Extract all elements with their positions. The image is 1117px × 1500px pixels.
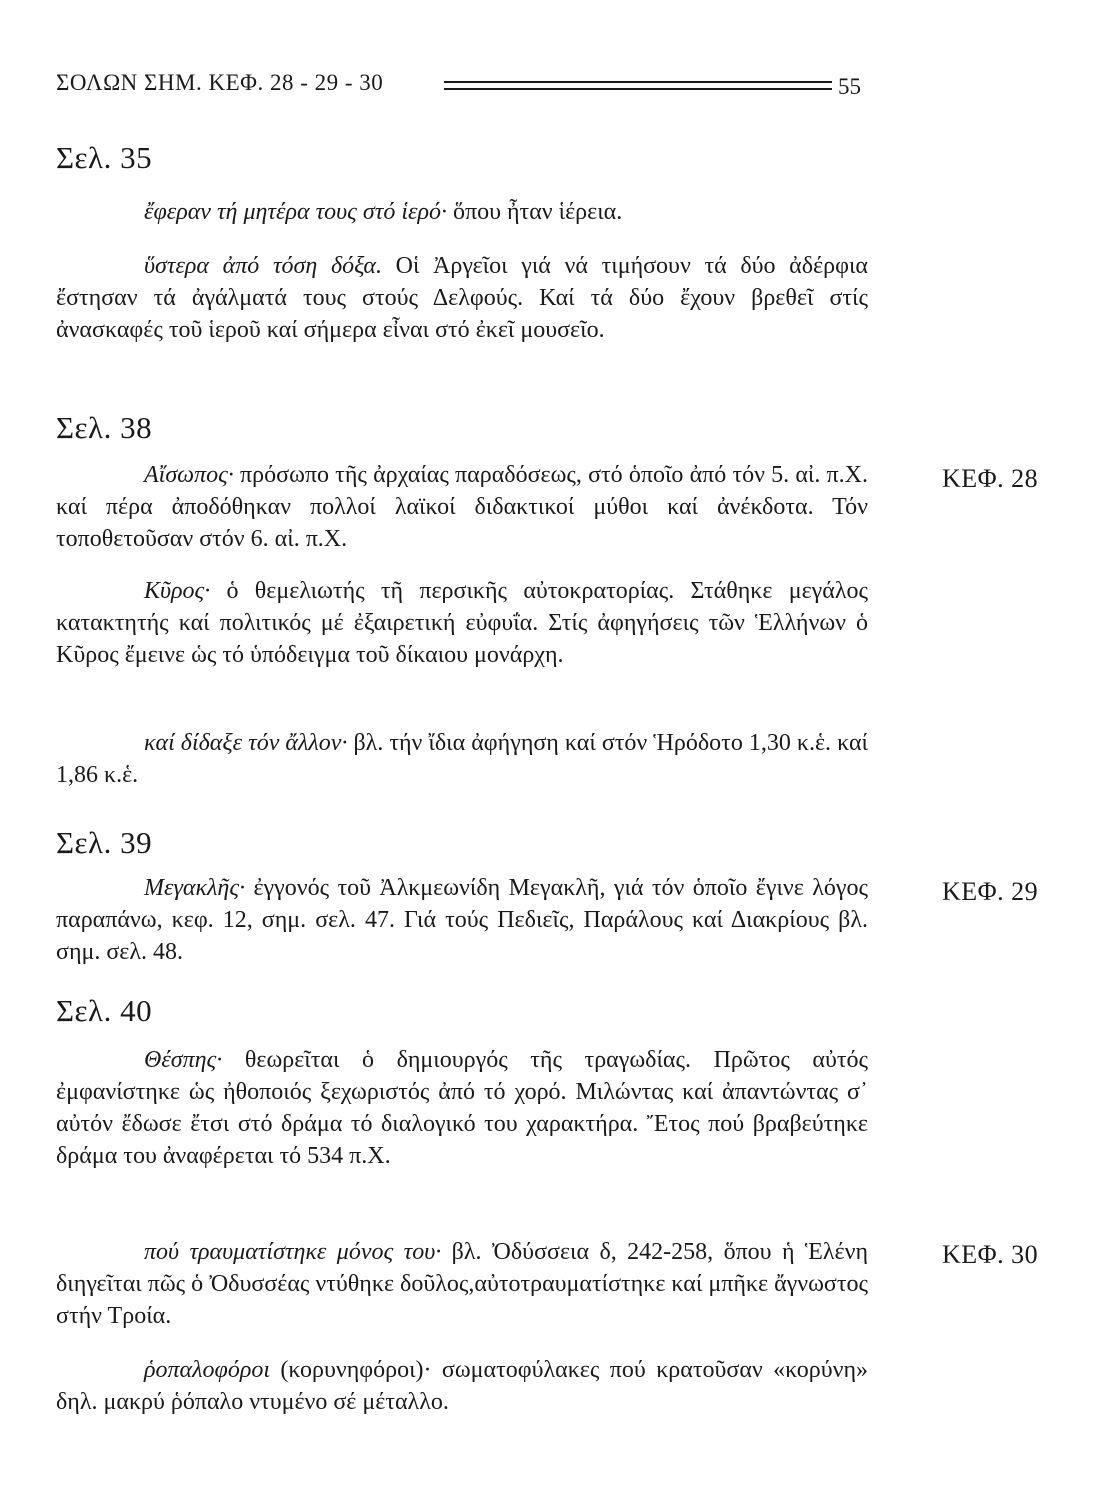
note-text: ὅπου ἦταν ἱέρεια. — [447, 199, 623, 225]
note-entry — [56, 872, 868, 968]
section-heading-39: Σελ. 39 — [56, 825, 153, 860]
chapter-margin-note-29: ΚΕΦ. 29 — [942, 877, 1039, 906]
note-term: πού τραυματίστηκε μόνος του· — [144, 1239, 442, 1265]
note-text: θεωρεῖται ὁ δημιουργός τῆς τραγωδίας. Πρῶτος αὐτός ἐμφανίστηκε ὡς ἠθοποιός ξεχωριστός ἀπό τό χορό. Μιλώντας καί ἀπαντώντας σ᾽ αὐτόν ἔδωσε ἔτσι στό δράμα τό διαλογικό του χαρακτήρα. Ἔτος πού βραβεύτηκε δράμα του ἀναφέρεται τό 534 π.Χ. — [56, 1047, 868, 1169]
note-entry — [56, 575, 868, 671]
note-term: Αἴσωπος· — [144, 462, 234, 488]
section-heading-38: Σελ. 38 — [56, 410, 153, 445]
running-header — [56, 64, 868, 104]
chapter-margin-note-28: ΚΕΦ. 28 — [942, 464, 1039, 493]
section-heading-35: Σελ. 35 — [56, 140, 153, 175]
note-text: ὁ θεμελιωτής τῆ περσικῆς αὐτοκρατορίας. Στάθηκε μεγάλος κατακτητής καί πολιτικός μέ ἐξαιρετική εὐφυΐα. Στίς ἀφηγήσεις τῶν Ἑλλήνων ὁ Κῦρος ἔμεινε ὡς τό ὑπόδειγμα τοῦ δίκαιου μονάρχη. — [56, 578, 868, 668]
note-term: ὕστερα ἀπό τόση δόξα. — [144, 253, 382, 279]
note-entry — [56, 1354, 868, 1418]
section-heading-40: Σελ. 40 — [56, 993, 153, 1028]
note-entry — [56, 250, 868, 346]
note-entry — [56, 727, 868, 791]
chapter-margin-note-30: ΚΕΦ. 30 — [942, 1240, 1039, 1269]
note-term: Κῦρος· — [144, 578, 211, 604]
note-text: βλ. τήν ἴδια ἀφήγηση καί στόν Ἡρόδοτο 1,30 κ.ἑ. καί 1,86 κ.ἑ. — [56, 730, 868, 788]
page-number: 55 — [838, 74, 861, 99]
note-text: (κορυνηφόροι)· σωματοφύλακες πού κρατοῦσαν «κορύνη» δηλ. μακρύ ῥόπαλο ντυμένο σέ μέταλλο. — [56, 1357, 868, 1415]
note-entry — [56, 1044, 868, 1172]
note-entry — [56, 459, 868, 555]
note-text: βλ. Ὀδύσσεια δ, 242-258, ὅπου ἡ Ἑλένη διηγεῖται πῶς ὁ Ὀδυσσέας ντύθηκε δοῦλος,αὐτοτραυματίστηκε καί μπῆκε ἄγνωστος στήν Τροία. — [56, 1239, 868, 1329]
note-term: Μεγακλῆς· — [144, 875, 246, 901]
note-term: καί δίδαξε τόν ἄλλον· — [144, 730, 348, 756]
note-term: Θέσπης· — [144, 1047, 223, 1073]
note-term: ἔφεραν τή μητέρα τους στό ἱερό· — [144, 199, 447, 225]
header-double-rule — [444, 81, 832, 90]
note-text: ἐγγονός τοῦ Ἀλκμεωνίδη Μεγακλῆ, γιά τόν ὁποῖο ἔγινε λόγος παραπάνω, κεφ. 12, σημ. σελ. 47. Γιά τούς Πεδιεῖς, Παράλους καί Διακρίους βλ. σημ. σελ. 48. — [56, 875, 868, 965]
note-entry — [56, 196, 868, 228]
note-text: Οἱ Ἀργεῖοι γιά νά τιμήσουν τά δύο ἀδέρφια ἔστησαν τά ἀγάλματά τους στούς Δελφούς. Καί τά δύο ἔχουν βρεθεῖ στίς ἀνασκαφές τοῦ ἱεροῦ καί σήμερα εἶναι στό ἐκεῖ μουσεῖο. — [56, 253, 868, 343]
note-term: ῥοπαλοφόροι — [144, 1357, 270, 1383]
note-text: πρόσωπο τῆς ἀρχαίας παραδόσεως, στό ὁποῖο ἀπό τόν 5. αἰ. π.Χ. καί πέρα ἀποδόθηκαν πολλοί λαϊκοί διδακτικοί μύθοι καί ἀνέκδοτα. Τόν τοποθετοῦσαν στόν 6. αἰ. π.Χ. — [56, 462, 868, 552]
header-title: ΣΟΛΩΝ ΣΗΜ. ΚΕΦ. 28 - 29 - 30 — [56, 70, 384, 95]
note-entry — [56, 1236, 868, 1332]
